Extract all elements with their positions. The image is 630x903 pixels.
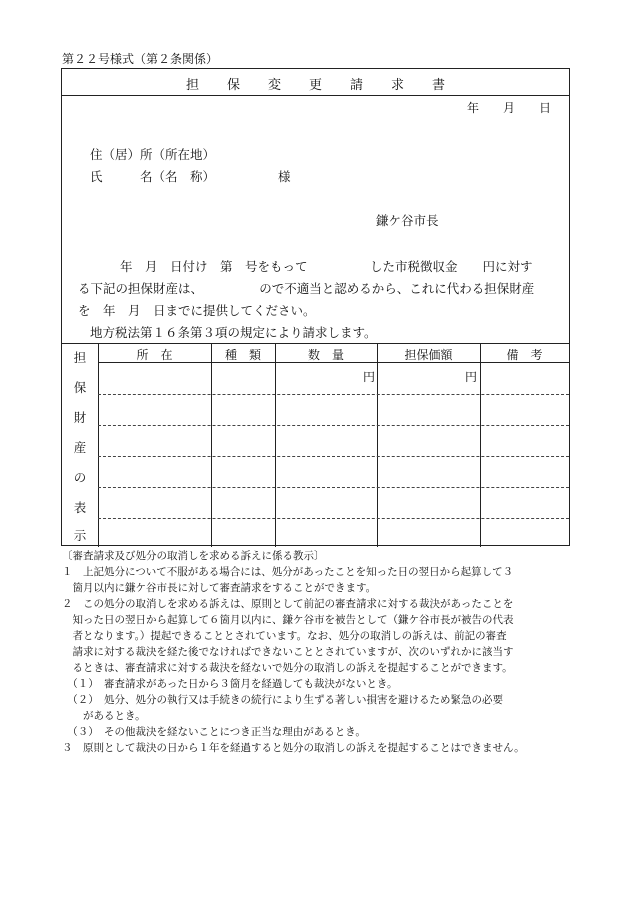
form-frame: [61, 68, 570, 546]
body-line-2: る下記の担保財産は、 ので不適当と認めるから、これに代わる担保財産: [78, 281, 535, 296]
col-divider: [98, 344, 99, 547]
form-title: 担保変更請求書: [185, 78, 473, 93]
note-line: 者となります。）提起できることとされています。なお、処分の取消しの訴えは、前記の審査: [62, 630, 507, 642]
header-quantity: 数 量: [307, 348, 344, 362]
row-divider: [98, 394, 569, 395]
header-remarks: 備 考: [506, 348, 543, 362]
row-divider: [98, 425, 569, 426]
row-divider: [98, 518, 569, 519]
side-label-char: の: [73, 470, 87, 485]
collateral-table: [62, 343, 569, 547]
col-divider: [480, 344, 481, 547]
date-line: 年 月 日: [466, 101, 551, 115]
unit-yen-value: 円: [465, 370, 478, 384]
name-label: 氏 名（名 称）: [90, 169, 216, 184]
note-line: 請求に対する裁決を経た後でなければできないこととされていますが、次のいずれかに該当す: [62, 646, 514, 658]
notes-heading: 〔審査請求及び処分の取消しを求める訴えに係る教示〕: [62, 550, 325, 562]
form-number: 第２２号様式（第２条関係）: [62, 52, 219, 66]
note-line: るときは、審査請求に対する裁決を経ないで処分の取消しの訴えを提起することができます。: [62, 662, 513, 674]
side-label-char: 産: [73, 440, 87, 455]
header-type: 種 類: [224, 348, 261, 362]
side-label-char: 表: [73, 500, 87, 515]
row-divider: [98, 487, 569, 488]
header-collateral-value: 担保価額: [404, 348, 453, 362]
address-label: 住（居）所（所在地）: [90, 147, 216, 162]
header-location: 所 在: [136, 348, 173, 362]
side-label-char: 保: [73, 380, 87, 395]
side-label-char: 担: [73, 350, 87, 365]
col-divider: [211, 344, 212, 547]
instructions-section: [62, 548, 572, 756]
honorific-sama: 様: [278, 169, 291, 184]
note-line: （１） 審査請求があった日から３箇月を経過しても裁決がないとき。: [62, 678, 398, 690]
note-line: 知った日の翌日から起算して６箇月以内に、鎌ケ谷市を被告として（鎌ケ谷市長が被告の代表: [62, 614, 514, 626]
note-line: ２ この処分の取消しを求める訴えは、原則として前記の審査請求に対する裁決があったことを: [62, 598, 514, 610]
note-line: ３ 原則として裁決の日から１年を経過すると処分の取消しの訴えを提起することはできません。: [62, 742, 525, 754]
note-line: 箇月以内に鎌ケ谷市長に対して審査請求をすることができます。: [62, 582, 377, 594]
side-label-char: 示: [73, 528, 87, 543]
note-line: １ 上記処分について不服がある場合には、処分があったことを知った日の翌日から起算して３: [62, 566, 514, 578]
row-divider: [98, 456, 569, 457]
addressee: 鎌ケ谷市長: [376, 213, 439, 228]
title-row: [62, 69, 569, 96]
body-line-4: 地方税法第１６条第３項の規定により請求します。: [90, 325, 377, 340]
col-divider: [275, 344, 276, 547]
unit-yen-quantity: 円: [363, 370, 376, 384]
body-line-3: を 年 月 日までに提供してください。: [78, 303, 316, 318]
side-label-char: 財: [73, 410, 87, 425]
note-line: （３） その他裁決を経ないことにつき正当な理由があるとき。: [62, 726, 366, 738]
col-divider: [377, 344, 378, 547]
body-line-1: 年 月 日付け 第 号をもって した市税徴収金 円に対す: [120, 259, 533, 274]
note-line: があるとき。: [62, 710, 146, 722]
note-line: （２） 処分、処分の執行又は手続きの続行により生ずる著しい損害を避けるため緊急の必要: [62, 694, 503, 706]
